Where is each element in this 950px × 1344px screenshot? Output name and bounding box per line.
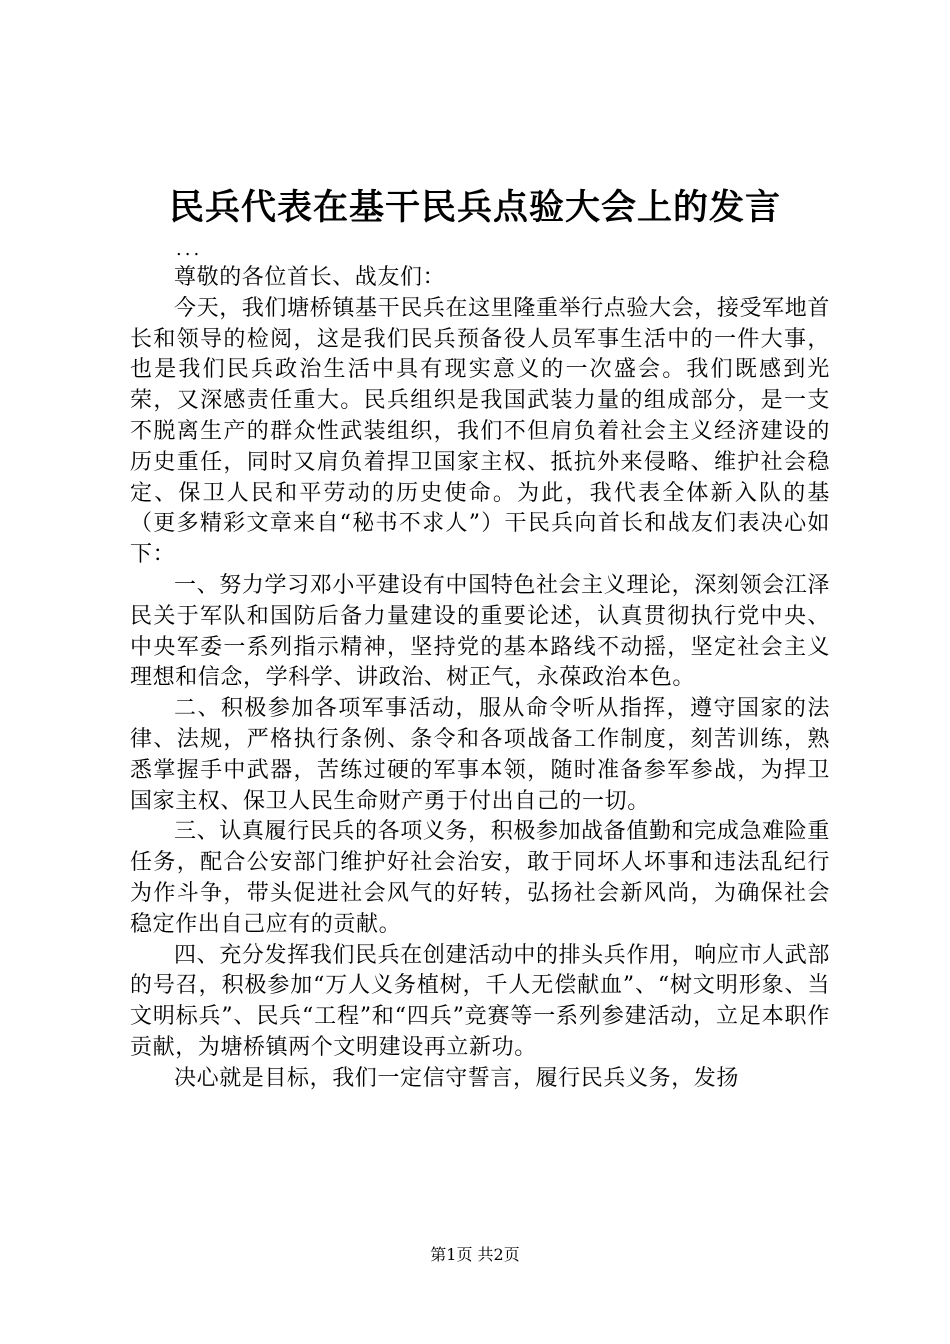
ellipsis-marker: ...	[176, 239, 203, 260]
paragraph-pledge-1: 一、努力学习邓小平建设有中国特色社会主义理论，深刻领会江泽民关于军队和国防后备力量建设的重要论述，认真贯彻执行党中央、中央军委一系列指示精神，坚持党的基本路线不动摇，坚定社会主义理想和信念，学科学、讲政治、树正气，永葆政治本色。	[130, 572, 830, 691]
page-number-footer: 第1页 共2页	[430, 1245, 520, 1264]
document-title: 民兵代表在基干民兵点验大会上的发言	[168, 187, 781, 228]
paragraph-intro: 今天，我们塘桥镇基干民兵在这里隆重举行点验大会，接受军地首长和领导的检阅，这是我们民兵预备役人员军事生活中的一件大事，也是我们民兵政治生活中具有现实意义的一次盛会。我们既感到光荣，又深感责任重大。民兵组织是我国武装力量的组成部分，是一支不脱离生产的群众性武装组织，我们不但肩负着社会主义经济建设的历史重任，同时又肩负着捍卫国家主权、抵抗外来侵略、维护社会稳定、保卫人民和平劳动的历史使命。为此，我代表全体新入队的基（更多精彩文章来自“秘书不求人”）干民兵向首长和战友们表决心如下：	[130, 295, 830, 568]
paragraph-pledge-4: 四、充分发挥我们民兵在创建活动中的排头兵作用，响应市人武部的号召，积极参加“万人义务植树，千人无偿献血”、“树文明形象、当文明标兵”、民兵“工程”和“四兵”竞赛等一系列参建活动，立足本职作贡献，为塘桥镇两个文明建设再立新功。	[130, 942, 830, 1060]
salutation: 尊敬的各位首长、战友们：	[174, 265, 446, 290]
document-body	[130, 263, 830, 1095]
paragraph-pledge-2: 二、积极参加各项军事活动，服从命令听从指挥，遵守国家的法律、法规，严格执行条例、条令和各项战备工作制度，刻苦训练，熟悉掌握手中武器，苦练过硬的军事本领，随时准备参军参战，为捍卫国家主权、保卫人民生命财产勇于付出自己的一切。	[130, 696, 830, 814]
paragraph-pledge-3: 三、认真履行民兵的各项义务，积极参加战备值勤和完成急难险重任务，配合公安部门维护好社会治安，敢于同坏人坏事和违法乱纪行为作斗争，带头促进社会风气的好转，弘扬社会新风尚，为确保社会稳定作出自己应有的贡献。	[130, 819, 830, 937]
paragraph-closing: 决心就是目标，我们一定信守誓言，履行民兵义务，发扬	[174, 1065, 740, 1091]
